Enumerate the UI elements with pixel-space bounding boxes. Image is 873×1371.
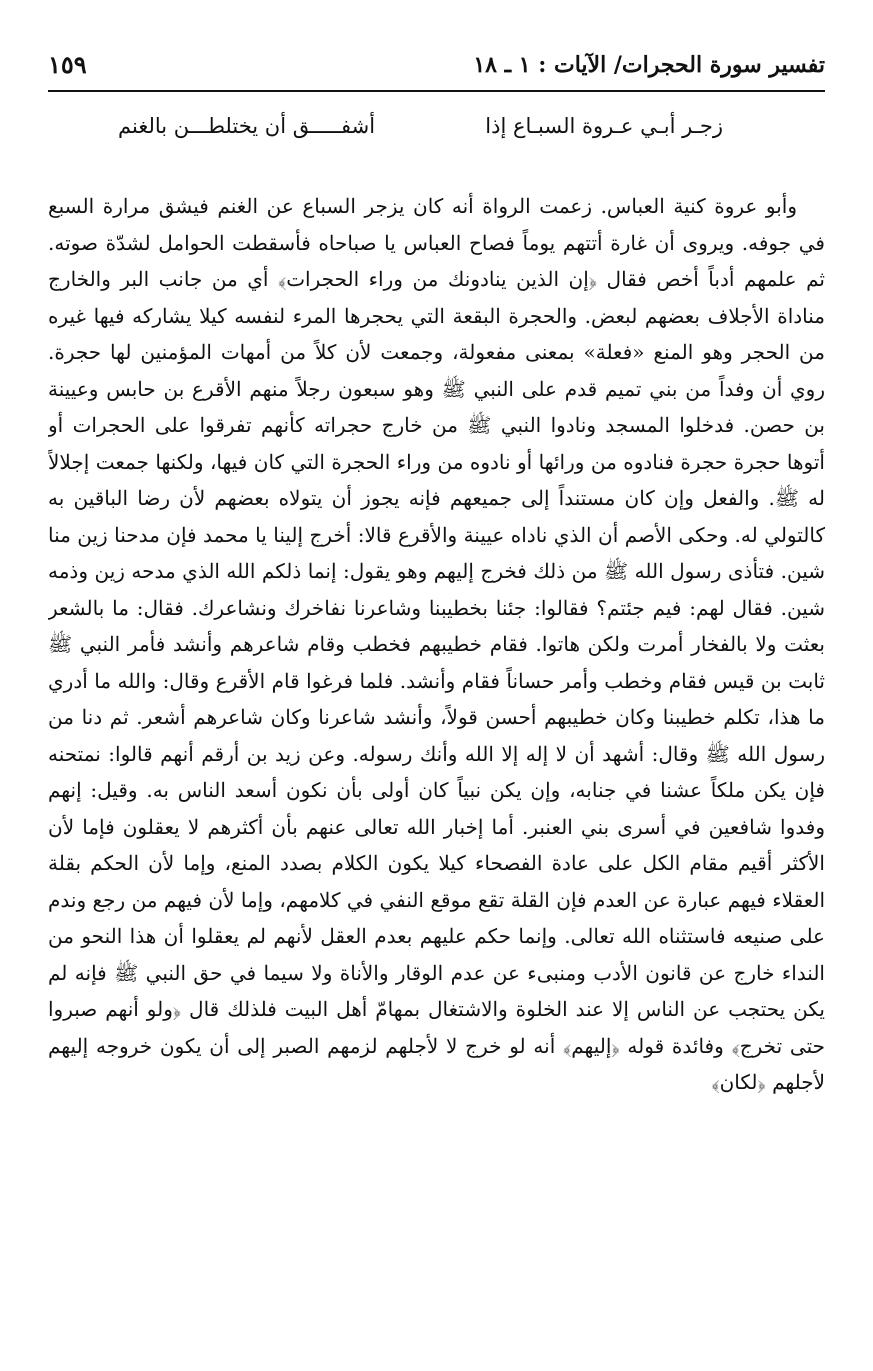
page-number: ١٥٩ — [48, 50, 87, 79]
chapter-heading: تفسير سورة الحجرات/ الآيات : ١ ـ ١٨ — [473, 52, 825, 78]
verse-first-hemistich: زجـر أبـي عـروة السبـاع إذا — [485, 114, 723, 138]
running-header — [48, 46, 825, 92]
verse-second-hemistich: أشفـــــق أن يختلطـــن بالغنم — [118, 114, 376, 138]
body-paragraph: وأبو عروة كنية العباس. زعمت الرواة أنه كان يزجر السباع عن الغنم فيشق مرارة السبع في جوفه. ويروى أن غارة أتتهم يوماً فصاح العباس يا صباحاه فأسقطت الحوامل لشدّة صوته. ثم علمهم أدباً أخص فقال ﴿إن الذين ينادونك من وراء الحجرات﴾ أي من جانب البر والخارج مناداة الأجلاف بعضهم لبعض. والحجرة البقعة التي يحجرها المرء لنفسه كيلا يشاركه فيها غيره من الحجر وهو المنع «فعلة» بمعنى مفعولة، وجمعت لأن كلاً من أمهات المؤمنين لها حجرة. روي أن وفداً من بني تميم قدم على النبي ﷺ وهو سبعون رجلاً منهم الأقرع بن حابس وعيينة بن حصن. فدخلوا المسجد ونادوا النبي ﷺ من خارج حجراته كأنهم تفرقوا على الحجرات أو أتوها حجرة حجرة فنادوه من ورائها أو نادوه من وراء الحجرة التي كان فيها، ولكنها جمعت إجلالاً له ﷺ. والفعل وإن كان مستنداً إلى جميعهم فإنه يجوز أن يتولاه بعضهم لأن رضا الباقين به كالتولي له. وحكى الأصم أن الذي ناداه عيينة والأقرع قالا: أخرج إلينا يا محمد فإن مدحنا زين منا شين. فتأذى رسول الله ﷺ من ذلك فخرج إليهم وهو يقول: إنما ذلكم الله الذي مدحه زين وذمه شين. فقال لهم: فيم جئتم؟ فقالوا: جئنا بخطيبنا وشاعرنا نفاخرك ونشاعرك. فقال: ما بالشعر بعثت ولا بالفخار أمرت ولكن هاتوا. فقام خطيبهم فخطب وقام شاعرهم وأنشد فأمر النبي ﷺ ثابت بن قيس فقام وخطب وأمر حساناً فقام وأنشد. فلما فرغوا قام الأقرع وقال: والله ما أدري ما هذا، تكلم خطيبنا وكان خطيبهم أحسن قولاً، وأنشد شاعرنا وكان شاعرهم أشعر. ثم دنا من رسول الله ﷺ وقال: أشهد أن لا إله إلا الله وأنك رسوله. وعن زيد بن أرقم أنهم قالوا: نمتحنه فإن يكن ملكاً عشنا في جنابه، وإن يكن نبياً كان أولى بأن نكون أسعد الناس به. وقيل: إنهم وفدوا شافعين في أسرى بني العنبر. أما إخبار الله تعالى عنهم بأن أكثرهم لا يعقلون فإما لأن الأكثر أقيم مقام الكل على عادة الفصحاء كيلا يكون الكلام بصدد المنع، وإما لأن الحكم بقلة العقلاء فيهم عبارة عن العدم فإن القلة تقع موقع النفي في كلامهم، وإما لأن فيهم من رجع وندم على صنيعه فاستثناه الله تعالى. وإنما حكم عليهم بعدم العقل لأنهم لم يعقلوا أن هذا النحو من النداء خارج عن قانون الأدب ومنبىء عن عدم الوقار والأناة ولا سيما في حق النبي ﷺ فإنه لم يكن يحتجب عن الناس إلا عند الخلوة والاشتغال بمهامّ أهل البيت فلذلك قال ﴿ولو أنهم صبروا حتى تخرج﴾ وفائدة قوله ﴿إليهم﴾ أنه لو خرج لا لأجلهم لزمهم الصبر إلى أن يكون خروجه إليهم لأجلهم ﴿لكان﴾ — [48, 194, 825, 1094]
header-divider — [48, 90, 825, 92]
poetry-verse — [118, 108, 723, 152]
main-text — [48, 188, 825, 1278]
